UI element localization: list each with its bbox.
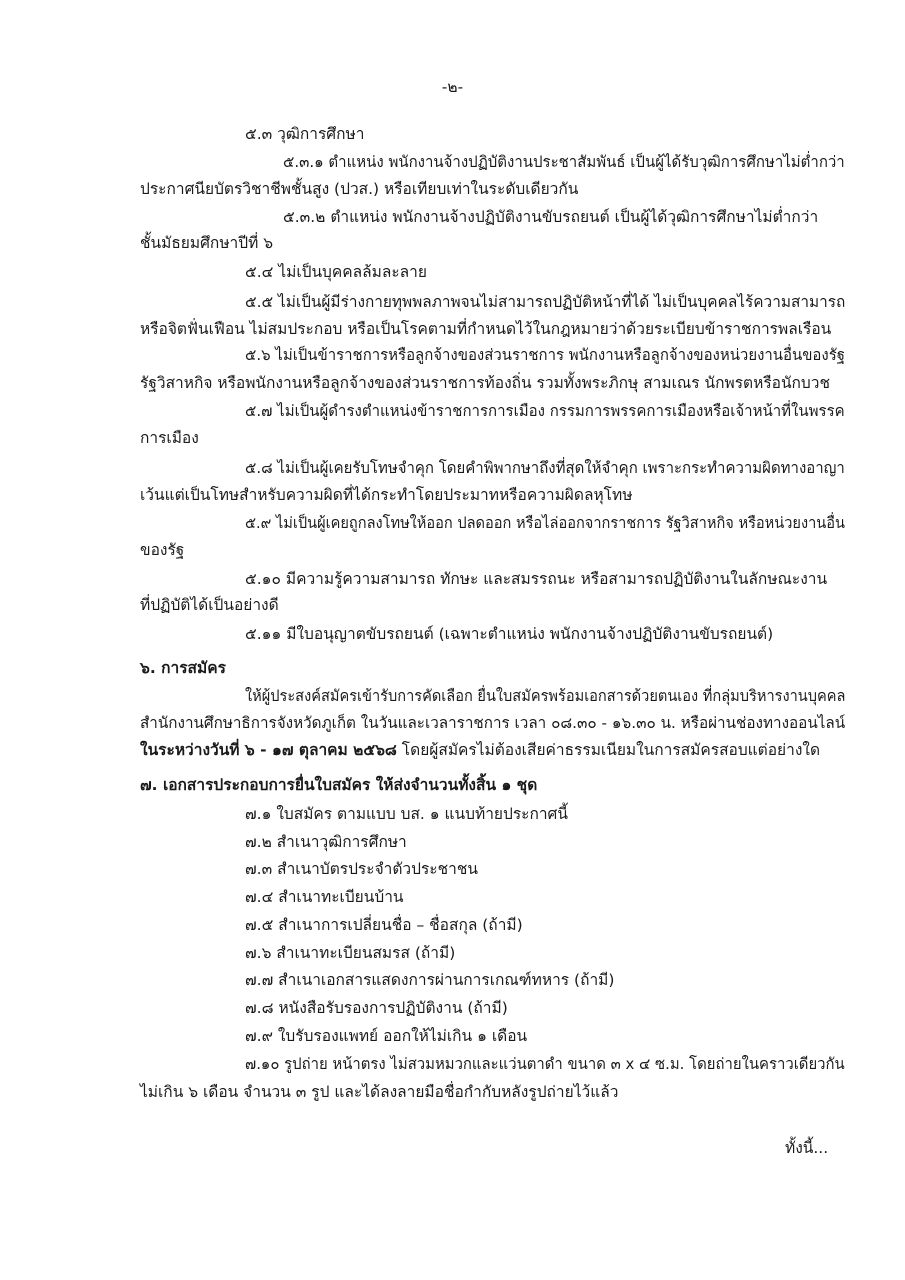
section-6-line-2: สำนักงานศึกษาธิการจังหวัดภูเก็ต ในวันและเวลาราชการ เวลา ๐๘.๓๐ - ๑๖.๓๐ น. หรือผ่านช่องทางออนไลน์ — [140, 714, 846, 732]
section-5-8-line-2: เว้นแต่เป็นโทษสำหรับความผิดที่ได้กระทำโดยประมาทหรือความผิดลหุโทษ — [140, 486, 633, 504]
list-item: ๗.๙ ใบรับรองแพทย์ ออกให้ไม่เกิน ๑ เดือน — [245, 1027, 528, 1045]
section-6-line-1: ให้ผู้ประสงค์สมัครเข้ารับการคัดเลือก ยื่นใบสมัครพร้อมเอกสารด้วยตนเอง ที่กลุ่มบริหารงานบุคคล — [245, 687, 846, 705]
list-item: ๗.๒ สำเนาวุฒิการศึกษา — [245, 833, 407, 851]
section-5-8-line-1: ๕.๘ ไม่เป็นผู้เคยรับโทษจำคุก โดยคำพิพากษาถึงที่สุดให้จำคุก เพราะกระทำความผิดทางอาญา — [245, 459, 845, 477]
item-5-3-2-line-1: ๕.๓.๒ ตำแหน่ง พนักงานจ้างปฏิบัติงานขับรถยนต์ เป็นผู้ได้วุฒิการศึกษาไม่ต่ำกว่า — [283, 208, 819, 226]
section-5-6-line-1: ๕.๖ ไม่เป็นข้าราชการหรือลูกจ้างของส่วนราชการ พนักงานหรือลูกจ้างของหน่วยงานอื่นของรัฐ — [245, 346, 845, 364]
section-5-5-line-1: ๕.๕ ไม่เป็นผู้มีร่างกายทุพพลภาพจนไม่สามารถปฏิบัติหน้าที่ได้ ไม่เป็นบุคคลไร้ความสามารถ — [245, 293, 846, 311]
section-5-11: ๕.๑๑ มีใบอนุญาตขับรถยนต์ (เฉพาะตำแหน่ง พนักงานจ้างปฏิบัติงานขับรถยนต์) — [245, 625, 774, 643]
section-5-10-line-1: ๕.๑๐ มีความรู้ความสามารถ ทักษะ และสมรรถนะ หรือสามารถปฏิบัติงานในลักษณะงาน — [245, 570, 828, 588]
section-7-heading: ๗. เอกสารประกอบการยื่นใบสมัคร ให้ส่งจำนวนทั้งสิ้น ๑ ชุด — [140, 776, 538, 794]
section-5-5-line-2: หรือจิตฟั่นเฟือน ไม่สมประกอบ หรือเป็นโรคตามที่กำหนดไว้ในกฎหมายว่าด้วยระเบียบข้าราชการพลเรือน — [140, 320, 832, 338]
page-number: -๒- — [441, 78, 464, 96]
section-5-10-line-2: ที่ปฏิบัติได้เป็นอย่างดี — [140, 596, 279, 614]
item-5-3-2-line-2: ชั้นมัธยมศึกษาปีที่ ๖ — [140, 234, 274, 252]
section-6-line-3 — [140, 738, 820, 762]
item-5-3-1-line-2: ประกาศนียบัตรวิชาชีพชั้นสูง (ปวส.) หรือเทียบเท่าในระดับเดียวกัน — [140, 180, 579, 198]
section-5-9-line-1: ๕.๙ ไม่เป็นผู้เคยถูกลงโทษให้ออก ปลดออก หรือไล่ออกจากราชการ รัฐวิสาหกิจ หรือหน่วยงานอื่น — [245, 514, 845, 532]
section-5-7-line-2: การเมือง — [140, 429, 199, 447]
list-item: ๗.๕ สำเนาการเปลี่ยนชื่อ – ชื่อสกุล (ถ้ามี) — [245, 916, 523, 934]
item-7-10-line-2: ไม่เกิน ๖ เดือน จำนวน ๓ รูป และได้ลงลายมือชื่อกำกับหลังรูปถ่ายไว้แล้ว — [140, 1083, 619, 1101]
section-6-heading: ๖. การสมัคร — [140, 659, 226, 677]
continuation-marker: ทั้งนี้... — [785, 1139, 829, 1157]
section-5-4: ๕.๔ ไม่เป็นบุคคลล้มละลาย — [245, 263, 427, 281]
application-period: ในระหว่างวันที่ ๖ - ๑๗ ตุลาคม ๒๕๖๘ — [140, 741, 397, 759]
section-5-9-line-2: ของรัฐ — [140, 541, 185, 559]
list-item: ๗.๓ สำเนาบัตรประจำตัวประชาชน — [245, 860, 478, 878]
list-item: ๗.๔ สำเนาทะเบียนบ้าน — [245, 888, 404, 906]
application-fee-note: โดยผู้สมัครไม่ต้องเสียค่าธรรมเนียมในการสมัครสอบแต่อย่างใด — [396, 741, 821, 759]
list-item: ๗.๘ หนังสือรับรองการปฏิบัติงาน (ถ้ามี) — [245, 999, 508, 1017]
item-5-3-1-line-1: ๕.๓.๑ ตำแหน่ง พนักงานจ้างปฏิบัติงานประชาสัมพันธ์ เป็นผู้ได้รับวุฒิการศึกษาไม่ต่ำกว่า — [283, 153, 845, 171]
list-item: ๗.๗ สำเนาเอกสารแสดงการผ่านการเกณฑ์ทหาร (ถ้ามี) — [245, 971, 615, 989]
list-item: ๗.๑ ใบสมัคร ตามแบบ บส. ๑ แนบท้ายประกาศนี้ — [245, 805, 568, 823]
item-7-10-line-1: ๗.๑๐ รูปถ่าย หน้าตรง ไม่สวมหมวกและแว่นตาดำ ขนาด ๓ x ๔ ซ.ม. โดยถ่ายในคราวเดียวกัน — [245, 1055, 845, 1073]
list-item: ๗.๖ สำเนาทะเบียนสมรส (ถ้ามี) — [245, 944, 456, 962]
section-5-3-heading: ๕.๓ วุฒิการศึกษา — [245, 125, 365, 143]
section-5-6-line-2: รัฐวิสาหกิจ หรือพนักงานหรือลูกจ้างของส่วนราชการท้องถิ่น รวมทั้งพระภิกษุ สามเณร นักพรตหรือนักบวช — [140, 374, 830, 392]
section-5-7-line-1: ๕.๗ ไม่เป็นผู้ดำรงตำแหน่งข้าราชการการเมือง กรรมการพรรคการเมืองหรือเจ้าหน้าที่ในพรรค — [245, 402, 845, 420]
